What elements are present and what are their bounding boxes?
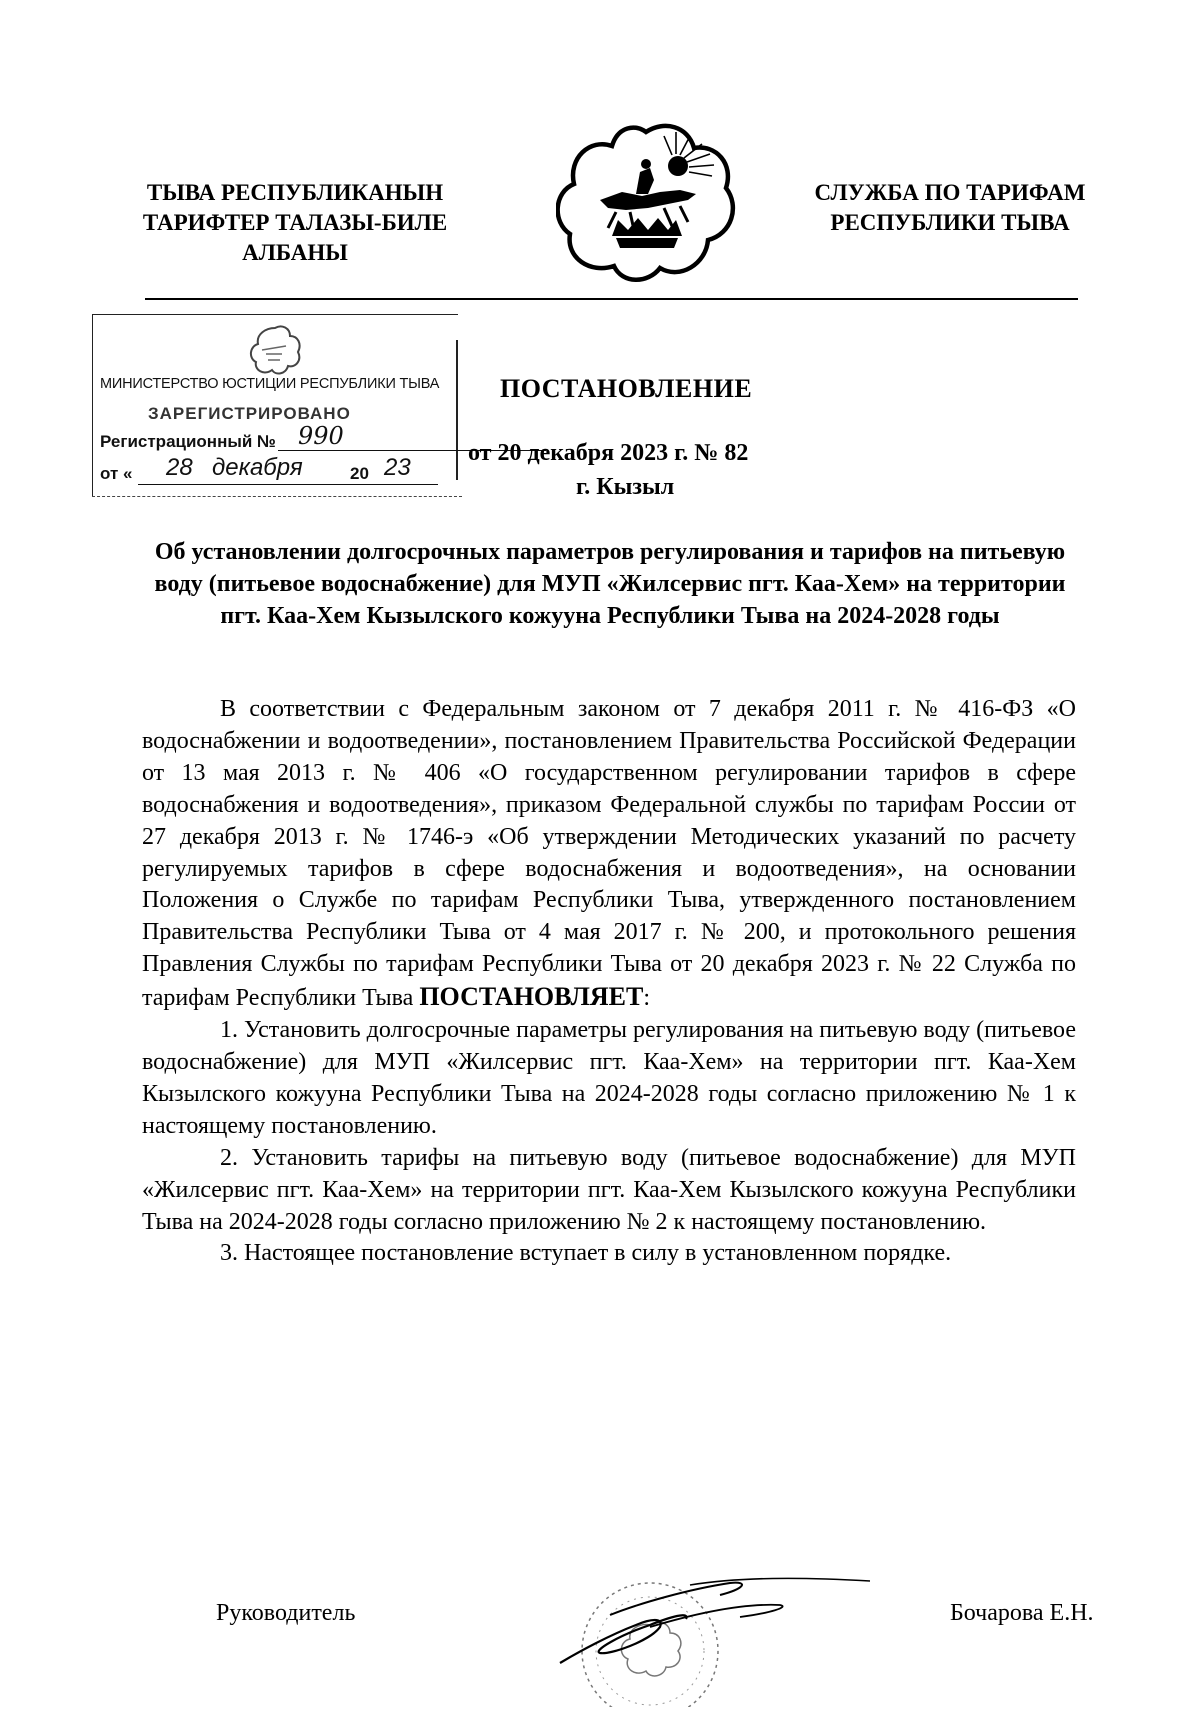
document-date-number: от 20 декабря 2023 г. № 82	[468, 440, 749, 466]
stamp-frame-bottom	[92, 496, 462, 497]
stamp-date-line	[138, 484, 438, 485]
stamp-ministry: МИНИСТЕРСТВО ЮСТИЦИИ РЕСПУБЛИКИ ТЫВА	[100, 376, 440, 392]
decision-colon: :	[643, 985, 650, 1012]
header-left-line: ТЫВА РЕСПУБЛИКАНЫН	[146, 180, 444, 205]
tuva-emblem-icon	[556, 118, 736, 290]
stamp-frame-top	[92, 314, 458, 315]
signer-name: Бочарова Е.Н.	[950, 1600, 1094, 1626]
stamp-date-month: декабря	[212, 454, 303, 481]
header-divider	[145, 298, 1078, 300]
document-subject: Об установлении долгосрочных параметров регулирования и тарифов на питьевую воду (питьевое водоснабжение) для МУП «Жилсервис пгт. Каа-Хем» на территории пгт. Каа-Хем Кызылского кожууна Республики Тыва на 2024-2028 годы	[154, 539, 1066, 629]
stamp-date-year-prefix: 20	[350, 464, 369, 483]
header-right-line: РЕСПУБЛИКИ ТЫВА	[830, 210, 1070, 235]
document-body	[142, 694, 1076, 1270]
resolution-item: 1. Установить долгосрочные параметры регулирования на питьевую воду (питьевое водоснабжение) для МУП «Жилсервис пгт. Каа-Хем» на территории пгт. Каа-Хем Кызылского кожууна Республики Тыва на 2024-2028 годы согласно приложению № 1 к настоящему постановлению.	[142, 1017, 1076, 1139]
stamp-number-value: 990	[298, 422, 344, 450]
registration-stamp	[88, 314, 458, 502]
document-type: ПОСТАНОВЛЕНИЕ	[500, 374, 753, 403]
stamp-number-label: Регистрационный №	[100, 432, 276, 451]
preamble-paragraph	[142, 694, 1076, 1015]
resolution-item: 2. Установить тарифы на питьевую воду (питьевое водоснабжение) для МУП «Жилсервис пгт. Каа-Хем» на территории пгт. Каа-Хем Кызылского кожууна Республики Тыва на 2024-2028 годы согласно приложению № 2 к настоящему постановлению.	[142, 1144, 1076, 1235]
decision-word: ПОСТАНОВЛЯЕТ	[419, 982, 644, 1012]
stamp-frame-right	[456, 340, 458, 480]
stamp-date-day: 28	[166, 454, 193, 481]
header-left-line: ТАРИФТЕР ТАЛАЗЫ-БИЛЕ	[142, 210, 448, 235]
document-city: г. Кызыл	[576, 474, 675, 500]
stamp-date-prefix: от «	[100, 464, 133, 483]
header-right-line: СЛУЖБА ПО ТАРИФАМ	[814, 180, 1086, 205]
resolution-item: 3. Настоящее постановление вступает в силу в установленном порядке.	[220, 1240, 952, 1267]
handwritten-signature	[540, 1555, 920, 1725]
header-left-org	[130, 178, 460, 268]
header-right-org	[800, 178, 1100, 238]
signer-role: Руководитель	[216, 1600, 356, 1626]
stamp-date-year: 23	[384, 454, 411, 481]
preamble-text: В соответствии с Федеральным законом от 7 декабря 2011 г. № 416-ФЗ «О водоснабжении и водоотведении», постановлением Правительства Российской Федерации от 13 мая 2013 г. № 406 «О государственном регулировании тарифов в сфере водоснабжения и водоотведения», приказом Федеральной службы по тарифам России от 27 декабря 2013 г. № 1746-э «Об утверждении Методических указаний по расчету регулируемых тарифов в сфере водоснабжения и водоотведения», на основании Положения о Службе по тарифам Республики Тыва, утвержденного постановлением Правительства Республики Тыва от 4 мая 2017 г. № 200, и протокольного решения Правления Службы по тарифам Республики Тыва от 20 декабря 2023 г. № 22 Служба по тарифам Республики Тыва	[142, 696, 1076, 1012]
header-left-line: АЛБАНЫ	[242, 240, 348, 265]
stamp-emblem-icon	[248, 324, 302, 376]
stamp-frame-left	[92, 314, 93, 496]
stamp-status: ЗАРЕГИСТРИРОВАНО	[148, 404, 351, 423]
